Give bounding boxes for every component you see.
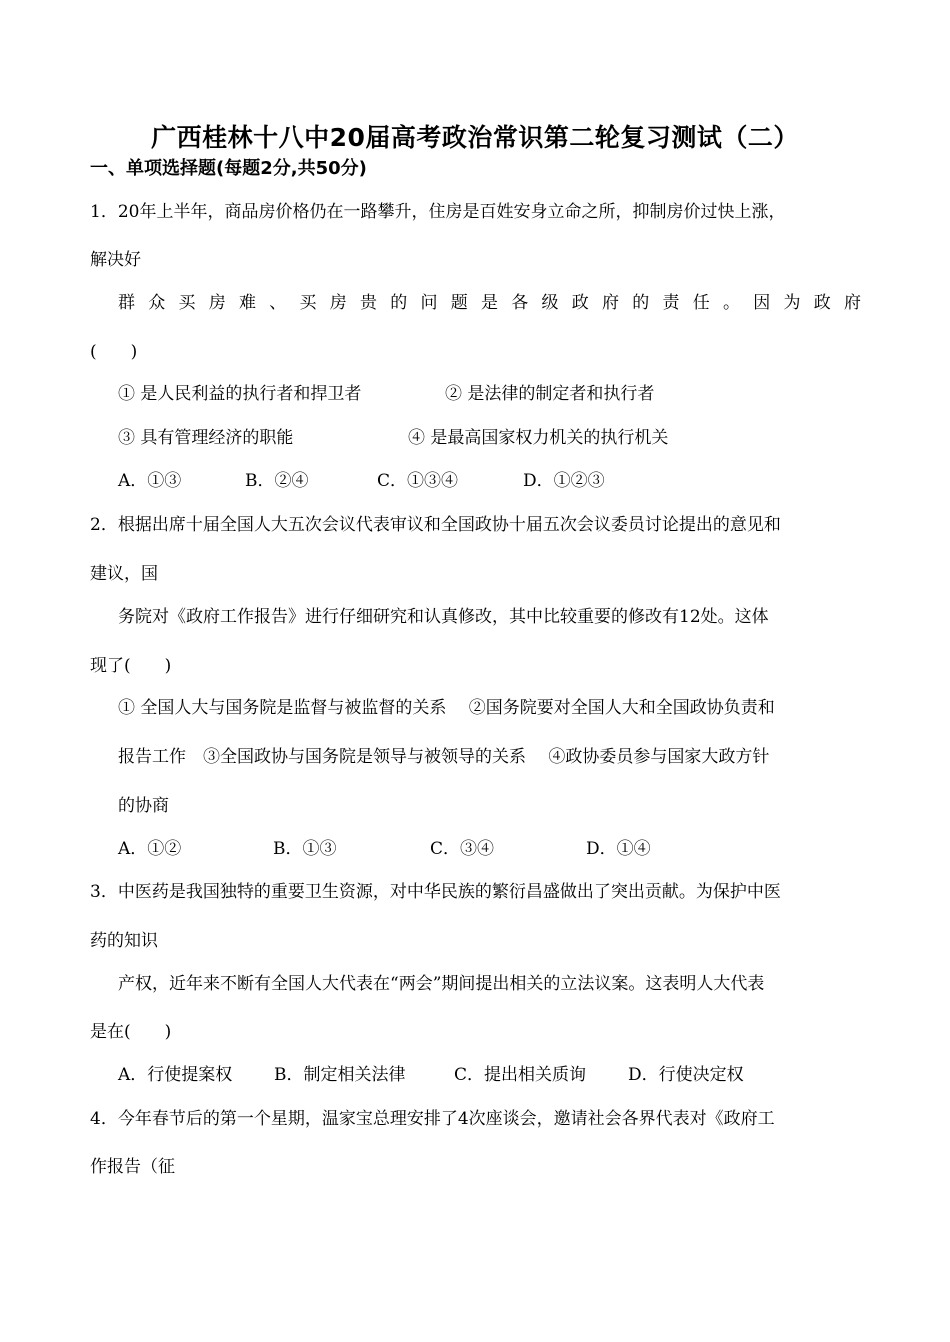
q2-option-d: D．①④ (586, 839, 651, 859)
q1-line2: 解决好 (90, 250, 141, 270)
q3-line4: 是在( ) (90, 1022, 172, 1042)
page-title: 广西桂林十八中20届高考政治常识第二轮复习测试（二） (151, 123, 799, 152)
q3-option-c: C．提出相关质询 (454, 1065, 587, 1085)
q1-line1: 1．20年上半年，商品房价格仍在一路攀升，住房是百姓安身立命之所，抑制房价过快上涨， (90, 202, 786, 222)
q2-line3: 务院对《政府工作报告》进行仔细研究和认真修改，其中比较重要的修改有12处。这体 (118, 607, 769, 627)
q1-statement-1: ① 是人民利益的执行者和捍卫者 (118, 384, 362, 404)
q3-line2: 药的知识 (90, 931, 158, 951)
q3-option-d: D．行使决定权 (628, 1065, 744, 1085)
q2-statement-line3: 的协商 (118, 796, 169, 816)
q2-option-b: B．①③ (273, 839, 337, 859)
q1-option-a: A．①③ (118, 471, 182, 491)
q4-line2: 作报告（征 (90, 1157, 175, 1177)
q3-option-b: B．制定相关法律 (274, 1065, 406, 1085)
q3-line3: 产权，近年来不断有全国人大代表在“两会”期间提出相关的立法议案。这表明人大代表 (118, 974, 765, 994)
q2-option-a: A．①② (118, 839, 182, 859)
section-heading: 一、单项选择题(每题2分,共50分) (90, 158, 367, 179)
q2-line1: 2．根据出席十届全国人大五次会议代表审议和全国政协十届五次会议委员讨论提出的意见和 (90, 515, 781, 535)
q1-statement-3: ③ 具有管理经济的职能 (118, 428, 294, 448)
q1-line3: 群众买房难、买房贵的问题是各级政府的责任。因为政府 (118, 293, 863, 313)
q2-line4: 现了( ) (90, 656, 172, 676)
q3-option-a: A．行使提案权 (118, 1065, 233, 1085)
q2-statement-line2: 报告工作 ③全国政协与国务院是领导与被领导的关系 ④政协委员参与国家大政方针 (118, 747, 770, 767)
q1-statement-2: ② 是法律的制定者和执行者 (445, 384, 655, 404)
q1-option-d: D．①②③ (523, 471, 605, 491)
q2-option-c: C．③④ (430, 839, 495, 859)
q3-line1: 3．中医药是我国独特的重要卫生资源，对中华民族的繁衍昌盛做出了突出贡献。为保护中医 (90, 882, 781, 902)
q1-statement-4: ④ 是最高国家权力机关的执行机关 (408, 428, 669, 448)
q4-line1: 4．今年春节后的第一个星期，温家宝总理安排了4次座谈会，邀请社会各界代表对《政府工 (90, 1109, 775, 1129)
q1-option-b: B．②④ (245, 471, 309, 491)
q2-line2: 建议，国 (90, 564, 158, 584)
q1-option-c: C．①③④ (377, 471, 459, 491)
q1-line4: ( ) (90, 342, 138, 362)
q2-statement-line1: ① 全国人大与国务院是监督与被监督的关系 ②国务院要对全国人大和全国政协负责和 (118, 698, 775, 718)
